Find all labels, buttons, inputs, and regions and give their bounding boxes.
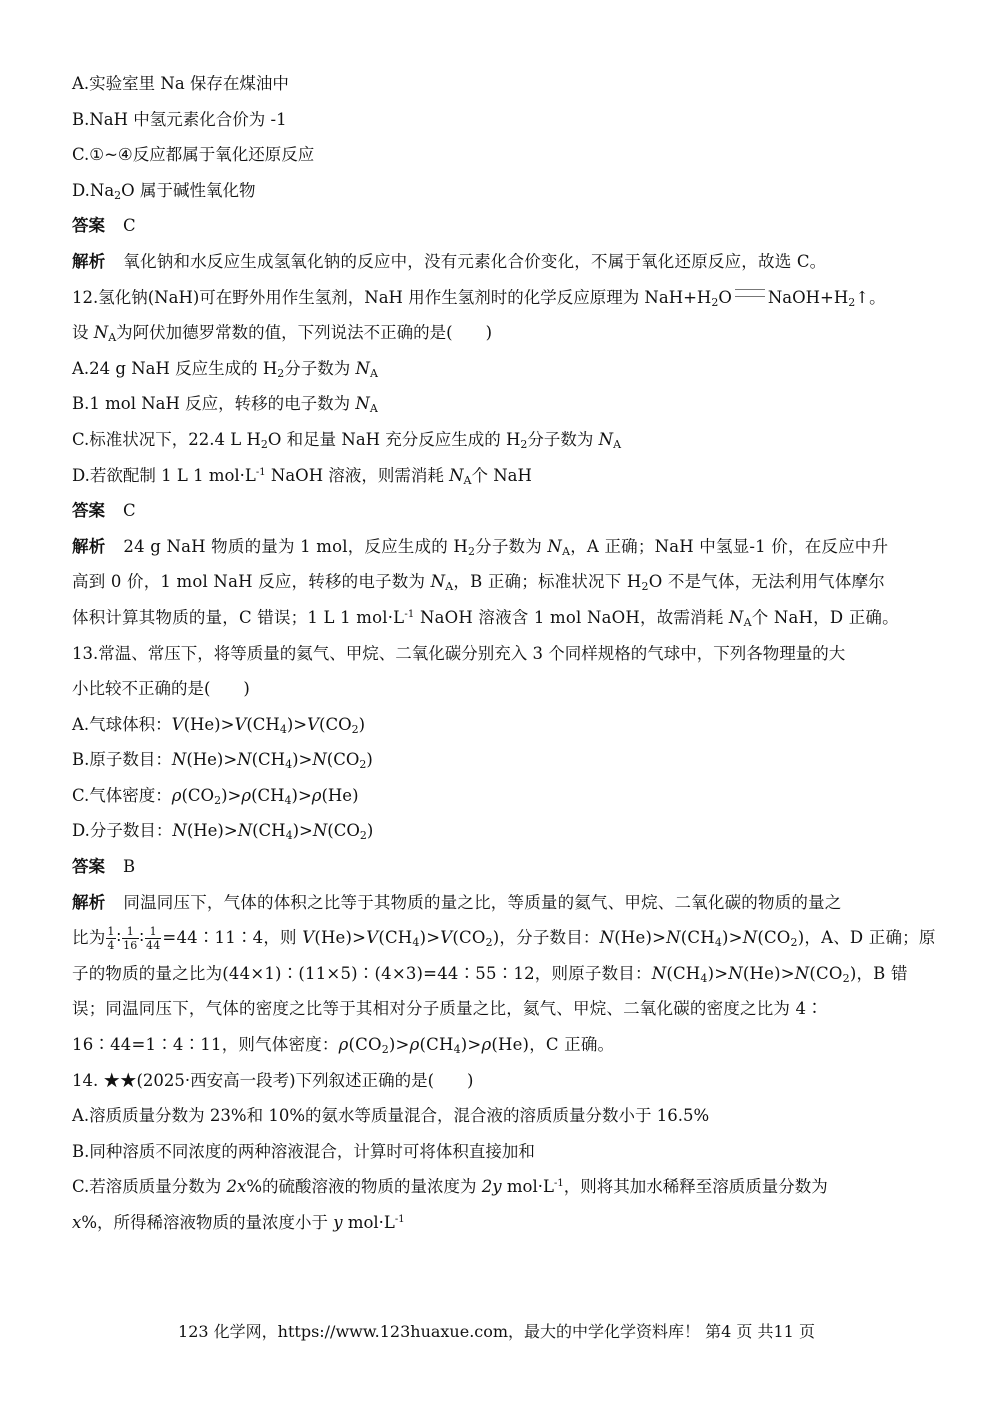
q14-stem: 14. ★★(2025·西安高一段考)下列叙述正确的是( ) <box>72 1070 474 1090</box>
document-page <box>72 66 936 1241</box>
q14-option-c-line1: C.若溶质质量分数为 2x%的硫酸溶液的物质的量浓度为 2y $mol\cdot L^{-1}$，则将其加水稀释至溶质质量分数为 <box>72 1177 828 1197</box>
q11-analysis: 解析 氧化钠和水反应生成氢氧化钠的反应中，没有元素化合价变化，不属于氧化还原反应，故选 C。 <box>72 251 827 271</box>
fraction: $\frac{1}{44}$ <box>146 925 161 953</box>
q13-answer: 答案 B <box>72 857 136 877</box>
q13-option-b: B.原子数目：$N(He)>N(CH_4)>N(CO_2)$ <box>72 750 373 772</box>
q14-option-a: A.溶质质量分数为 23%和 10%的氨水等质量混合，混合液的溶质质量分数小于 16.5% <box>72 1106 710 1126</box>
q12-option-d: D.若欲配制 1 L 1 $mol\cdot L^{-1}$ NaOH 溶液，则需消耗 $N_A$个 NaH <box>72 465 532 487</box>
q11-option-b: B.NaH 中氢元素化合价为 -1 <box>72 109 287 129</box>
q13-analysis-line1: 解析 同温同压下，气体的体积之比等于其物质的量之比，等质量的氦气、甲烷、二氧化碳的物质的量之 <box>72 892 842 912</box>
q13-stem-line1: 13.常温、常压下，将等质量的氦气、甲烷、二氧化碳分别充入 3 个同样规格的气球中，下列各物理量的大 <box>72 643 846 663</box>
q14-option-b: B.同种溶质不同浓度的两种溶液混合，计算时可将体积直接加和 <box>72 1141 535 1161</box>
q13-option-d: D.分子数目：$N(He)>N(CH_4)>N(CO_2)$ <box>72 821 374 843</box>
q11-option-d: $D.Na_2O$ 属于碱性氧化物 <box>72 180 256 202</box>
q12-option-b: B.1 mol NaH 反应，转移的电子数为 $N_A$ <box>72 394 378 416</box>
q12-option-a: A.24 g NaH 反应生成的 $H_2$分子数为 $N_A$ <box>72 358 378 380</box>
q12-analysis-line2: 高到 0 价，1 mol NaH 反应，转移的电子数为 $N_A$，B 正确；标准状况下 $H_2O$ 不是气体，无法利用气体摩尔 <box>72 572 885 594</box>
q12-analysis-line3: 体积计算其物质的量，C 错误；1 L 1 $mol\cdot L^{-1}$ NaOH 溶液含 1 mol NaOH，故需消耗 $N_A$个 NaH，D 正确。 <box>72 607 899 629</box>
q12-option-c: C.标准状况下，22.4 L $H_2O$ 和足量 NaH 充分反应生成的 $H_2$分子数为 $N_A$ <box>72 429 622 451</box>
q13-analysis-line5: 16∶44=1∶4∶11，则气体密度：$\rho(CO_2)>\rho(CH_4)>\rho(He)$，C 正确。 <box>72 1035 615 1057</box>
fraction: $\frac{1}{16}$ <box>123 925 138 953</box>
q11-answer: 答案 C <box>72 216 136 236</box>
q12-stem-line2: 设 $N_A$为阿伏加德罗常数的值，下列说法不正确的是( ) <box>72 323 493 345</box>
q13-analysis-line2: 比为 $\frac{1}{4}$ ∶ $\frac{1}{16}$ ∶ $\frac{1}{44}$ =44∶11∶4，则 $V(He)>V(CH_4)>V(CO_2)$，分子数目：$N(He)>N(CH_4)>N(CO_2)$，A、D 正确；原 <box>72 925 936 953</box>
q11-option-c: C.①~④反应都属于氧化还原反应 <box>72 145 315 165</box>
q11-option-a: A.实验室里 Na 保存在煤油中 <box>72 74 289 93</box>
q12-analysis-line1: 解析 24 g NaH 物质的量为 1 mol，反应生成的 $H_2$分子数为 $N_A$，A 正确；NaH 中氢显-1 价，在反应中升 <box>72 536 889 558</box>
q12-answer: 答案 C <box>72 501 136 521</box>
q13-stem-line2: 小比较不正确的是( ) <box>72 679 250 699</box>
q13-option-c: C.气体密度：$\rho(CO_2)>\rho(CH_4)>\rho(He)$ <box>72 785 359 807</box>
q12-stem-line1: 12.氢化钠(NaH)可在野外用作生氢剂，NaH 用作生氢剂时的化学反应原理为 $NaH+H_2O$ $NaOH+H_2↑$。 <box>72 287 886 309</box>
q13-option-a: A.气球体积：$V(He)>V(CH_4)>V(CO_2)$ <box>72 714 366 736</box>
page-footer: 123 化学网，https://www.123huaxue.com，最大的中学化学资料库！ 第4 页 共11 页 <box>178 1322 815 1341</box>
q13-analysis-line4: 误；同温同压下，气体的密度之比等于其相对分子质量之比，氦气、甲烷、二氧化碳的密度之比为 4∶ <box>72 999 823 1019</box>
q13-analysis-line3: 子的物质的量之比为(44×1)∶(11×5)∶(4×3)=44∶55∶12，则原子数目：$N(CH_4)>N(He)>N(CO_2)$，B 错 <box>72 963 908 985</box>
fraction: $\frac{1}{4}$ <box>107 925 115 953</box>
equals-sign-icon <box>735 289 765 297</box>
q14-option-c-line2: x%，所得稀溶液物质的量浓度小于 y $mol\cdot L^{-1}$ <box>72 1213 405 1232</box>
